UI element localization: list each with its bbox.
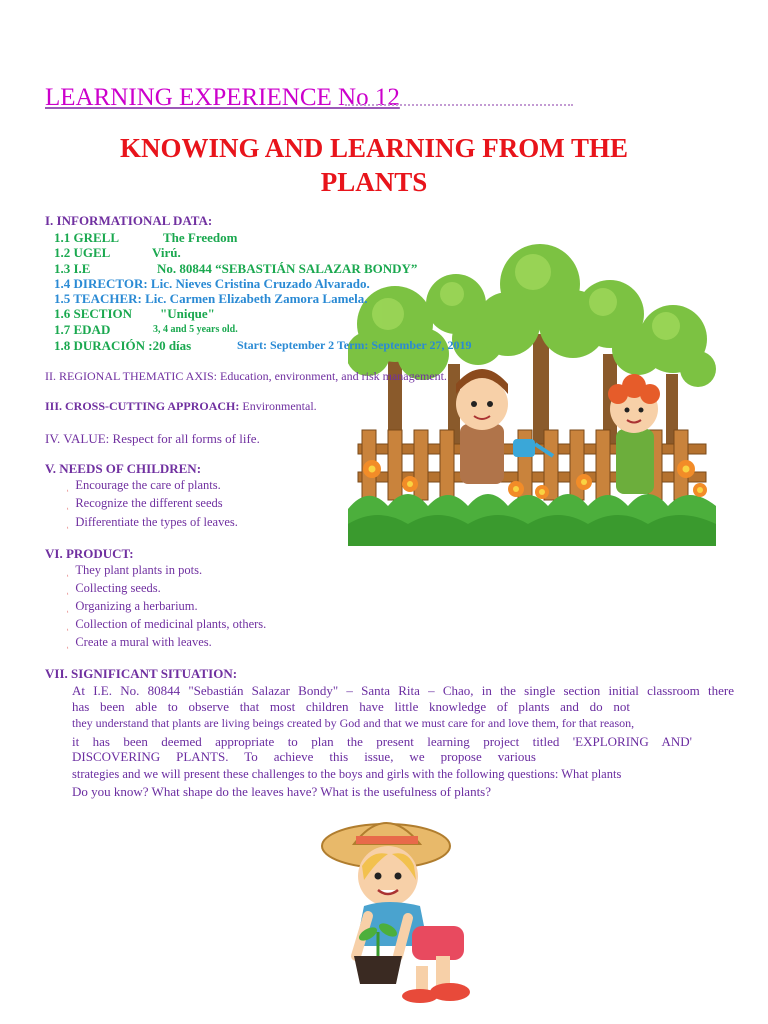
situation-line: At I.E. No. 80844 "Sebastián Salazar Bondy" – Santa Rita – Chao, in the single section initial classroom there (72, 683, 734, 698)
needs-heading: V. NEEDS OF CHILDREN: (45, 461, 202, 476)
cross-cutting-approach: III. CROSS-CUTTING APPROACH: Environmental. (45, 399, 317, 413)
info-row-school: 1.3 I.E No. 80844 “SEBASTIÁN SALAZAR BONDY” (54, 261, 418, 276)
situation-line: it has been deemed appropriate to plan the present learning project titled 'EXPLORING AND' (72, 734, 692, 749)
needs-item: ͺ Recognize the different seeds (66, 496, 223, 510)
info-row-director: 1.4 DIRECTOR: Lic. Nieves Cristina Cruzado Alvarado. (54, 276, 370, 291)
value-statement: IV. VALUE: Respect for all forms of life. (45, 431, 260, 446)
heading-line-2: PLANTS (320, 167, 428, 197)
product-item: ͺ They plant plants in pots. (66, 563, 203, 577)
situation-line: they understand that plants are living beings created by God and that we must care for and love them, for that reason, (72, 716, 635, 730)
title-underline-decoration (345, 104, 573, 106)
situation-heading: VII. SIGNIFICANT SITUATION: (45, 666, 238, 681)
thematic-axis: II. REGIONAL THEMATIC AXIS: Education, environment, and risk management. (45, 369, 447, 383)
girl-planting-illustration (316, 806, 488, 1004)
product-item: ͺ Organizing a herbarium. (66, 599, 198, 613)
info-row-ugel: 1.2 UGEL Virú. (54, 245, 181, 260)
document-heading (40, 131, 708, 199)
product-heading: VI. PRODUCT: (45, 546, 134, 561)
situation-line: strategies and we will present these challenges to the boys and girls with the following questions: What plants (72, 767, 622, 781)
info-row-grell: 1.1 GRELL The Freedom (54, 230, 238, 245)
info-row-teacher: 1.5 TEACHER: Lic. Carmen Elizabeth Zamora Lamela. (54, 291, 368, 306)
situation-line: DISCOVERING PLANTS. To achieve this issue, we propose various (72, 749, 536, 764)
info-row-duracion: 1.8 DURACIÓN :20 días Start: September 2 Term: September 27, 2019 (54, 338, 472, 353)
info-row-section: 1.6 SECTION "Unique" (54, 306, 215, 321)
page-title: LEARNING EXPERIENCE No 12 (45, 84, 400, 111)
garden-children-illustration (348, 244, 716, 546)
situation-line: Do you know? What shape do the leaves have? What is the usefulness of plants? (72, 784, 492, 799)
heading-line-1: KNOWING AND LEARNING FROM THE (119, 133, 629, 163)
situation-line: has been able to observe that most children have little knowledge of plants and do not (72, 699, 630, 714)
product-item: ͺ Collecting seeds. (66, 581, 161, 595)
informational-data-heading: I. INFORMATIONAL DATA: (45, 213, 213, 228)
info-row-edad: 1.7 EDAD 3, 4 and 5 years old. (54, 322, 238, 337)
needs-item: ͺ Differentiate the types of leaves. (66, 515, 238, 529)
product-item: ͺ Collection of medicinal plants, others. (66, 617, 267, 631)
product-item: ͺ Create a mural with leaves. (66, 635, 212, 649)
needs-item: ͺ Encourage the care of plants. (66, 478, 221, 492)
